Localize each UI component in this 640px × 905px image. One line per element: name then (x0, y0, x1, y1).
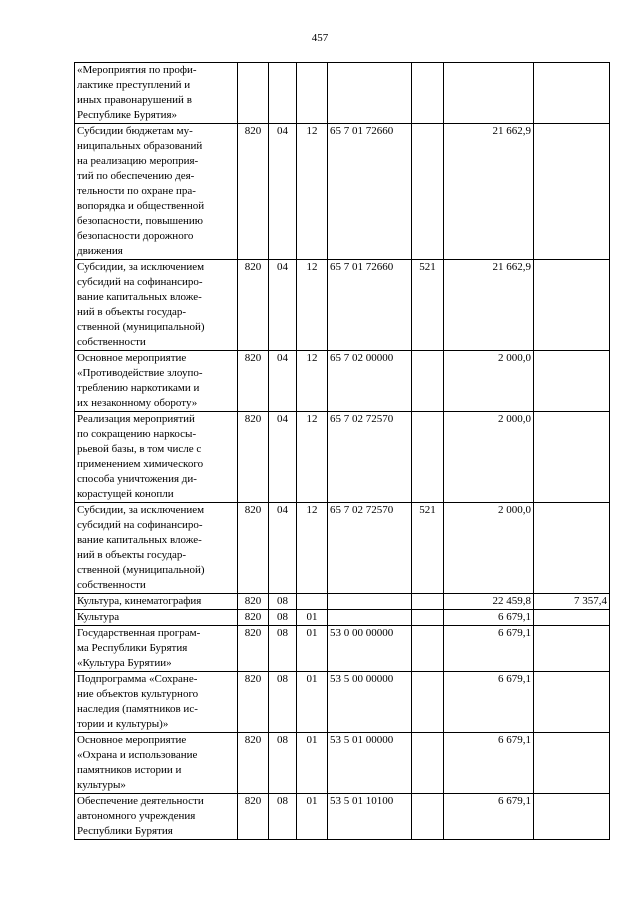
item-name-cell (75, 794, 238, 840)
item-name-line: корастущей конопли (77, 488, 174, 500)
subsection-code-cell (297, 594, 328, 610)
ministry-code-cell (238, 63, 269, 124)
section-code-cell: 08 (269, 610, 297, 626)
item-name-line: Субсидии, за исключением (77, 504, 205, 516)
section-code-cell: 04 (269, 260, 297, 351)
amount-cell: 2 000,0 (444, 351, 534, 412)
item-name-line: Государственная програм- (77, 627, 201, 639)
table-row (75, 351, 610, 412)
item-name-cell (75, 351, 238, 412)
amount-cell: 6 679,1 (444, 794, 534, 840)
table-row (75, 412, 610, 503)
item-name-line: треблению наркотиками и (77, 382, 200, 394)
subsection-code-cell: 01 (297, 794, 328, 840)
ministry-code-cell: 820 (238, 594, 269, 610)
ministry-code-cell: 820 (238, 610, 269, 626)
ministry-code-cell: 820 (238, 626, 269, 672)
item-name-line: лактике преступлений и (77, 79, 191, 91)
amount-cell: 21 662,9 (444, 124, 534, 260)
subsection-code-cell: 12 (297, 412, 328, 503)
item-name-cell (75, 672, 238, 733)
amount-secondary-cell (534, 351, 610, 412)
item-name-line: памятников истории и (77, 764, 182, 776)
expense-type-cell (412, 351, 444, 412)
item-name-line: субсидий на софинансиро- (77, 519, 203, 531)
amount-secondary-cell (534, 412, 610, 503)
amount-cell: 6 679,1 (444, 672, 534, 733)
ministry-code-cell: 820 (238, 351, 269, 412)
section-code-cell: 04 (269, 503, 297, 594)
expense-type-cell (412, 412, 444, 503)
expense-type-cell (412, 733, 444, 794)
item-name-line: их незаконному обороту» (77, 397, 198, 409)
table-row (75, 672, 610, 733)
section-code-cell: 08 (269, 672, 297, 733)
table-row (75, 63, 610, 124)
item-name-line: на реализацию мероприя- (77, 155, 199, 167)
item-name-cell (75, 124, 238, 260)
amount-cell: 22 459,8 (444, 594, 534, 610)
amount-secondary-cell (534, 260, 610, 351)
target-article-cell: 65 7 02 72570 (328, 412, 412, 503)
item-name-line: Субсидии, за исключением (77, 261, 205, 273)
item-name-line: безопасности, повышению (77, 215, 203, 227)
subsection-code-cell: 12 (297, 124, 328, 260)
section-code-cell: 08 (269, 594, 297, 610)
item-name-line: Культура (77, 611, 120, 623)
item-name-line: Республике Бурятия» (77, 109, 178, 121)
subsection-code-cell (297, 63, 328, 124)
item-name-line: ний в объекты государ- (77, 306, 187, 318)
item-name-cell (75, 610, 238, 626)
target-article-cell (328, 594, 412, 610)
expense-type-cell (412, 124, 444, 260)
amount-cell: 2 000,0 (444, 412, 534, 503)
item-name-line: ний в объекты государ- (77, 549, 187, 561)
target-article-cell: 53 5 01 00000 (328, 733, 412, 794)
ministry-code-cell: 820 (238, 124, 269, 260)
amount-cell: 21 662,9 (444, 260, 534, 351)
target-article-cell: 65 7 02 00000 (328, 351, 412, 412)
item-name-line: вание капитальных вложе- (77, 291, 202, 303)
item-name-line: «Мероприятия по профи- (77, 64, 197, 76)
table-row (75, 626, 610, 672)
item-name-line: безопасности дорожного (77, 230, 194, 242)
amount-secondary-cell (534, 794, 610, 840)
amount-secondary-cell (534, 672, 610, 733)
item-name-cell (75, 260, 238, 351)
target-article-cell: 65 7 01 72660 (328, 124, 412, 260)
item-name-line: «Противодействие злоупо- (77, 367, 203, 379)
item-name-line: ственной (муниципальной) (77, 321, 205, 333)
expense-type-cell: 521 (412, 260, 444, 351)
amount-secondary-cell (534, 733, 610, 794)
item-name-line: ственной (муниципальной) (77, 564, 205, 576)
amount-cell: 6 679,1 (444, 733, 534, 794)
table-body (75, 63, 610, 840)
table-row (75, 260, 610, 351)
item-name-line: иных правонарушений в (77, 94, 192, 106)
subsection-code-cell: 01 (297, 610, 328, 626)
target-article-cell: 53 5 00 00000 (328, 672, 412, 733)
item-name-line: тельности по охране пра- (77, 185, 196, 197)
amount-secondary-cell (534, 626, 610, 672)
table-row (75, 503, 610, 594)
item-name-cell (75, 63, 238, 124)
item-name-line: тории и культуры)» (77, 718, 169, 730)
amount-cell: 2 000,0 (444, 503, 534, 594)
table-row (75, 733, 610, 794)
item-name-line: «Охрана и использование (77, 749, 198, 761)
item-name-cell (75, 733, 238, 794)
item-name-line: собственности (77, 336, 146, 348)
amount-secondary-cell (534, 610, 610, 626)
item-name-line: вопорядка и общественной (77, 200, 205, 212)
subsection-code-cell: 12 (297, 351, 328, 412)
item-name-line: субсидий на софинансиро- (77, 276, 203, 288)
amount-cell (444, 63, 534, 124)
target-article-cell: 53 5 01 10100 (328, 794, 412, 840)
ministry-code-cell: 820 (238, 794, 269, 840)
section-code-cell: 08 (269, 626, 297, 672)
expense-type-cell (412, 594, 444, 610)
subsection-code-cell: 01 (297, 672, 328, 733)
section-code-cell: 04 (269, 124, 297, 260)
amount-secondary-cell: 7 357,4 (534, 594, 610, 610)
item-name-line: собственности (77, 579, 146, 591)
item-name-line: Республики Бурятия (77, 825, 173, 837)
amount-secondary-cell (534, 63, 610, 124)
expense-type-cell (412, 63, 444, 124)
item-name-line: движения (77, 245, 123, 257)
section-code-cell: 08 (269, 733, 297, 794)
ministry-code-cell: 820 (238, 503, 269, 594)
item-name-line: «Культура Бурятии» (77, 657, 172, 669)
table-row (75, 124, 610, 260)
item-name-line: по сокращению наркосы- (77, 428, 197, 440)
item-name-line: культуры» (77, 779, 126, 791)
amount-secondary-cell (534, 503, 610, 594)
amount-secondary-cell (534, 124, 610, 260)
item-name-line: Реализация мероприятий (77, 413, 195, 425)
subsection-code-cell: 01 (297, 626, 328, 672)
section-code-cell (269, 63, 297, 124)
target-article-cell: 53 0 00 00000 (328, 626, 412, 672)
item-name-line: ние объектов культурного (77, 688, 199, 700)
item-name-line: вание капитальных вложе- (77, 534, 202, 546)
table-row (75, 794, 610, 840)
item-name-cell (75, 412, 238, 503)
page-number: 457 (311, 32, 329, 44)
section-code-cell: 08 (269, 794, 297, 840)
item-name-cell (75, 626, 238, 672)
ministry-code-cell: 820 (238, 733, 269, 794)
item-name-line: Основное мероприятие (77, 352, 187, 364)
item-name-line: автономного учреждения (77, 810, 196, 822)
subsection-code-cell: 12 (297, 503, 328, 594)
item-name-cell (75, 594, 238, 610)
item-name-line: рьевой базы, в том числе с (77, 443, 202, 455)
expense-type-cell: 521 (412, 503, 444, 594)
ministry-code-cell: 820 (238, 260, 269, 351)
expense-type-cell (412, 610, 444, 626)
item-name-line: Обеспечение деятельности (77, 795, 204, 807)
budget-table (74, 62, 610, 840)
item-name-line: ниципальных образований (77, 140, 203, 152)
amount-cell: 6 679,1 (444, 610, 534, 626)
expense-type-cell (412, 794, 444, 840)
item-name-line: способа уничтожения ди- (77, 473, 197, 485)
item-name-line: Культура, кинематография (77, 595, 202, 607)
expense-type-cell (412, 626, 444, 672)
item-name-cell (75, 503, 238, 594)
section-code-cell: 04 (269, 412, 297, 503)
item-name-line: Основное мероприятие (77, 734, 187, 746)
target-article-cell: 65 7 01 72660 (328, 260, 412, 351)
subsection-code-cell: 12 (297, 260, 328, 351)
ministry-code-cell: 820 (238, 672, 269, 733)
item-name-line: ма Республики Бурятия (77, 642, 188, 654)
subsection-code-cell: 01 (297, 733, 328, 794)
section-code-cell: 04 (269, 351, 297, 412)
expense-type-cell (412, 672, 444, 733)
target-article-cell: 65 7 02 72570 (328, 503, 412, 594)
amount-cell: 6 679,1 (444, 626, 534, 672)
item-name-line: Субсидии бюджетам му- (77, 125, 193, 137)
item-name-line: Подпрограмма «Сохране- (77, 673, 198, 685)
ministry-code-cell: 820 (238, 412, 269, 503)
item-name-line: тий по обеспечению дея- (77, 170, 195, 182)
table-row (75, 594, 610, 610)
target-article-cell (328, 610, 412, 626)
item-name-line: применением химического (77, 458, 204, 470)
target-article-cell (328, 63, 412, 124)
item-name-line: наследия (памятников ис- (77, 703, 198, 715)
table-row (75, 610, 610, 626)
